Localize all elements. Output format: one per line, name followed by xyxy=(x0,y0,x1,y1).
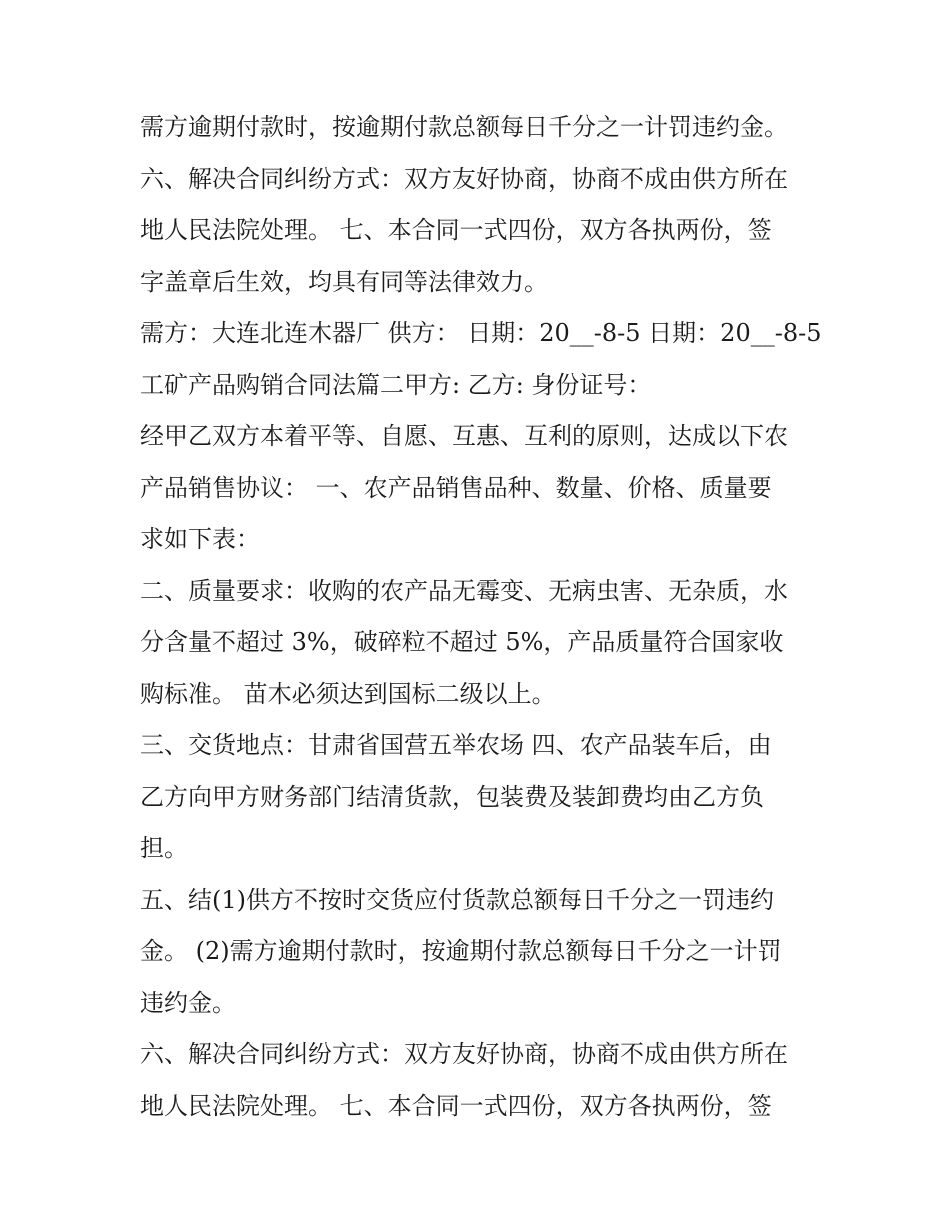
text-line: 六、解决合同纠纷方式：双方友好协商，协商不成由供方所在 xyxy=(140,164,788,193)
text-line: 工矿产品购销合同法篇二甲方: 乙方: 身份证号： xyxy=(140,370,652,399)
text-line: 乙方向甲方财务部门结清货款，包装费及装卸费均由乙方负 xyxy=(140,782,764,811)
text-line: 地人民法院处理。 七、本合同一式四份，双方各执两份，签 xyxy=(140,1091,772,1120)
text-line: 需方逾期付款时，按逾期付款总额每日千分之一计罚违约金。 xyxy=(140,113,788,141)
text-line: 违约金。 xyxy=(140,988,236,1017)
text-line: 求如下表： xyxy=(140,525,260,553)
text-line: 二、质量要求：收购的农产品无霉变、无病虫害、无杂质，水 xyxy=(140,576,788,605)
text-line: 字盖章后生效，均具有同等法律效力。 xyxy=(140,267,548,296)
text-line: 五、结(1)供方不按时交货应付货款总额每日千分之一罚违约 xyxy=(140,885,774,914)
text-line: 分含量不超过 3%，破碎粒不超过 5%，产品质量符合国家收 xyxy=(140,628,784,656)
text-line: 购标准。 苗木必须达到国标二级以上。 xyxy=(140,679,556,708)
text-line: 经甲乙双方本着平等、自愿、互惠、互利的原则，达成以下农 xyxy=(140,422,788,450)
text-line: 产品销售协议： 一、农产品销售品种、数量、价格、质量要 xyxy=(140,473,772,502)
text-line: 六、解决合同纠纷方式：双方友好协商，协商不成由供方所在 xyxy=(140,1040,788,1068)
document-body xyxy=(140,102,840,1132)
text-line: 需方：大连北连木器厂 供方： 日期：20__-8-5 日期：20__-8-5 xyxy=(140,319,822,347)
text-line: 金。 (2)需方逾期付款时，按逾期付款总额每日千分之一计罚 xyxy=(140,937,782,965)
text-line: 三、交货地点：甘肃省国营五举农场 四、农产品装车后，由 xyxy=(140,731,772,759)
text-line: 担。 xyxy=(140,834,188,862)
text-line: 地人民法院处理。 七、本合同一式四份，双方各执两份，签 xyxy=(140,216,772,244)
